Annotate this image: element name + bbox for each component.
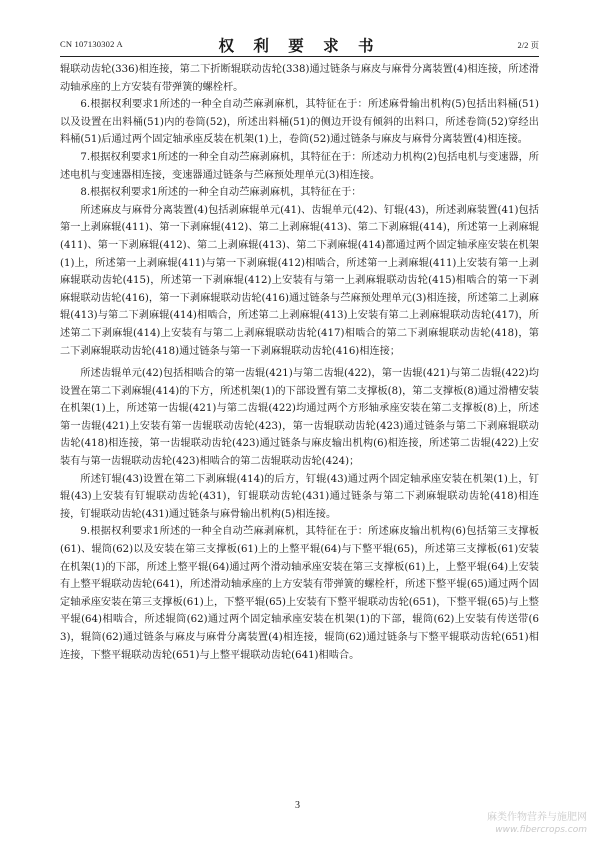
header-rule <box>60 56 539 57</box>
claims-body <box>60 61 539 664</box>
claim-8-separation-device: 所述麻皮与麻骨分离装置(4)包括剥麻辊单元(41)、齿辊单元(42)、钉辊(43)，所述剥麻装置(41)包括第一上剥麻辊(411)、第一下剥麻辊(412)、第二上剥麻辊(413)、第二下剥麻辊(414)，所述第一上剥麻辊(411)、第一下剥麻辊(412)、第二上剥麻辊(413)、第二下剥麻辊(414)都通过两个固定轴承座安装在机架(1)上，所述第一上剥麻辊(411)与第一下剥麻辊(412)相啮合，所述第一上剥麻辊(411)上安装有第一上剥麻辊联动齿轮(415)，所述第一下剥麻辊(412)上安装有与第一上剥麻辊联动齿轮(415)相啮合的第一下剥麻辊联动齿轮(416)，第一下剥麻辊联动齿轮(416)通过链条与苎麻预处理单元(3)相连接，所述第二上剥麻辊(413)与第二下剥麻辊(414)相啮合，所述第二上剥麻辊(413)上安装有第二上剥麻辊联动齿轮(417)，所述第二下剥麻辊(414)上安装有与第二上剥麻辊联动齿轮(417)相啮合的第二下剥麻辊联动齿轮(418)，第二下剥麻辊联动齿轮(418)通过链条与第一下剥麻辊联动齿轮(416)相连接； <box>60 204 539 357</box>
claim-8: 8.根据权利要求1所述的一种全自动苎麻剥麻机，其特征在于： <box>80 187 362 199</box>
claim-8-nail-roller: 所述钉辊(43)设置在第二下剥麻辊(414)的后方，钉辊(43)通过两个固定轴承座安装在机架(1)上，钉辊(43)上安装有钉辊联动齿轮(431)，钉辊联动齿轮(431)通过链条与第二下剥麻辊联动齿轮(418)相连接，钉辊联动齿轮(431)通过链条与麻骨输出机构(5)相连接。 <box>60 473 539 520</box>
watermark <box>487 812 587 836</box>
watermark-text: 麻类作物营养与施肥网 <box>487 812 587 823</box>
claim-9: 9.根据权利要求1所述的一种全自动苎麻剥麻机，其特征在于：所述麻皮输出机构(6)包括第三支撑板(61)、辊筒(62)以及安装在第三支撑板(61)上的上整平辊(64)与下整平辊(65)，所述第三支撑板(61)安装在机架(1)的下部，所述上整平辊(64)通过两个滑动轴承座安装在第三支撑板(61)上，上整平辊(64)上安装有上整平辊联动齿轮(641)，所述滑动轴承座的上方安装有带弹簧的螺栓杆，所述下整平辊(65)通过两个固定轴承座安装在第三支撑板(61)上，下整平辊(65)上安装有下整平辊联动齿轮(651)，下整平辊(65)与上整平辊(64)相啮合，所述辊筒(62)通过两个固定轴承座安装在机架(1)的下部，辊筒(62)上安装有传送带(63)，辊筒(62)通过链条与麻皮与麻骨分离装置(4)相连接，辊筒(62)通过链条与下整平辊联动齿轮(651)相连接，下整平辊联动齿轮(651)与上整平辊联动齿轮(641)相啮合。 <box>60 526 539 661</box>
document-title: 权 利 要 求 书 <box>218 37 381 55</box>
paragraph-continuation: 辊联动齿轮(336)相连接，第二下折断辊联动齿轮(338)通过链条与麻皮与麻骨分离装置(4)相连接，所述滑动轴承座的上方安装有带弹簧的螺栓杆。 <box>60 64 539 93</box>
publication-number: CN 107130302 A <box>60 39 123 49</box>
watermark-url: www.fibercrops.com <box>495 825 587 835</box>
page-header <box>60 34 539 54</box>
claim-7: 7.根据权利要求1所述的一种全自动苎麻剥麻机，其特征在于：所述动力机构(2)包括电机与变速器，所述电机与变速器相连接，变速器通过链条与苎麻预处理单元(3)相连接。 <box>60 151 539 181</box>
page-info: 2/2 页 <box>517 40 539 50</box>
claim-8-toothed-roller-unit: 所述齿辊单元(42)包括相啮合的第一齿辊(421)与第二齿辊(422)，第一齿辊(421)与第二齿辊(422)均设置在第二下剥麻辊(414)的下方，所述机架(1)的下部设置有第二支撑板(8)，第二支撑板(8)通过滑槽安装在机架(1)上，所述第一齿辊(421)与第二齿辊(422)均通过两个方形轴承座安装在第二支撑板(8)上，所述第一齿辊(421)上安装有第一齿辊联动齿轮(423)，第一齿辊联动齿轮(423)通过链条与第二下剥麻辊联动齿轮(418)相连接，第一齿辊联动齿轮(423)通过链条与麻皮输出机构(6)相连接，所述第二齿辊(422)上安装有与第一齿辊联动齿轮(423)相啮合的第二齿辊联动齿轮(424)； <box>60 368 539 468</box>
claim-6: 6.根据权利要求1所述的一种全自动苎麻剥麻机，其特征在于：所述麻骨输出机构(5)包括出料桶(51)以及设置在出料桶(51)内的卷筒(52)，所述出料桶(51)的侧边开设有倾斜的出料口，所述卷筒(52)穿经出料桶(51)后通过两个固定轴承座反装在机架(1)上，卷筒(52)通过链条与麻皮与麻骨分离装置(4)相连接。 <box>60 99 539 146</box>
page-number: 3 <box>295 800 300 811</box>
